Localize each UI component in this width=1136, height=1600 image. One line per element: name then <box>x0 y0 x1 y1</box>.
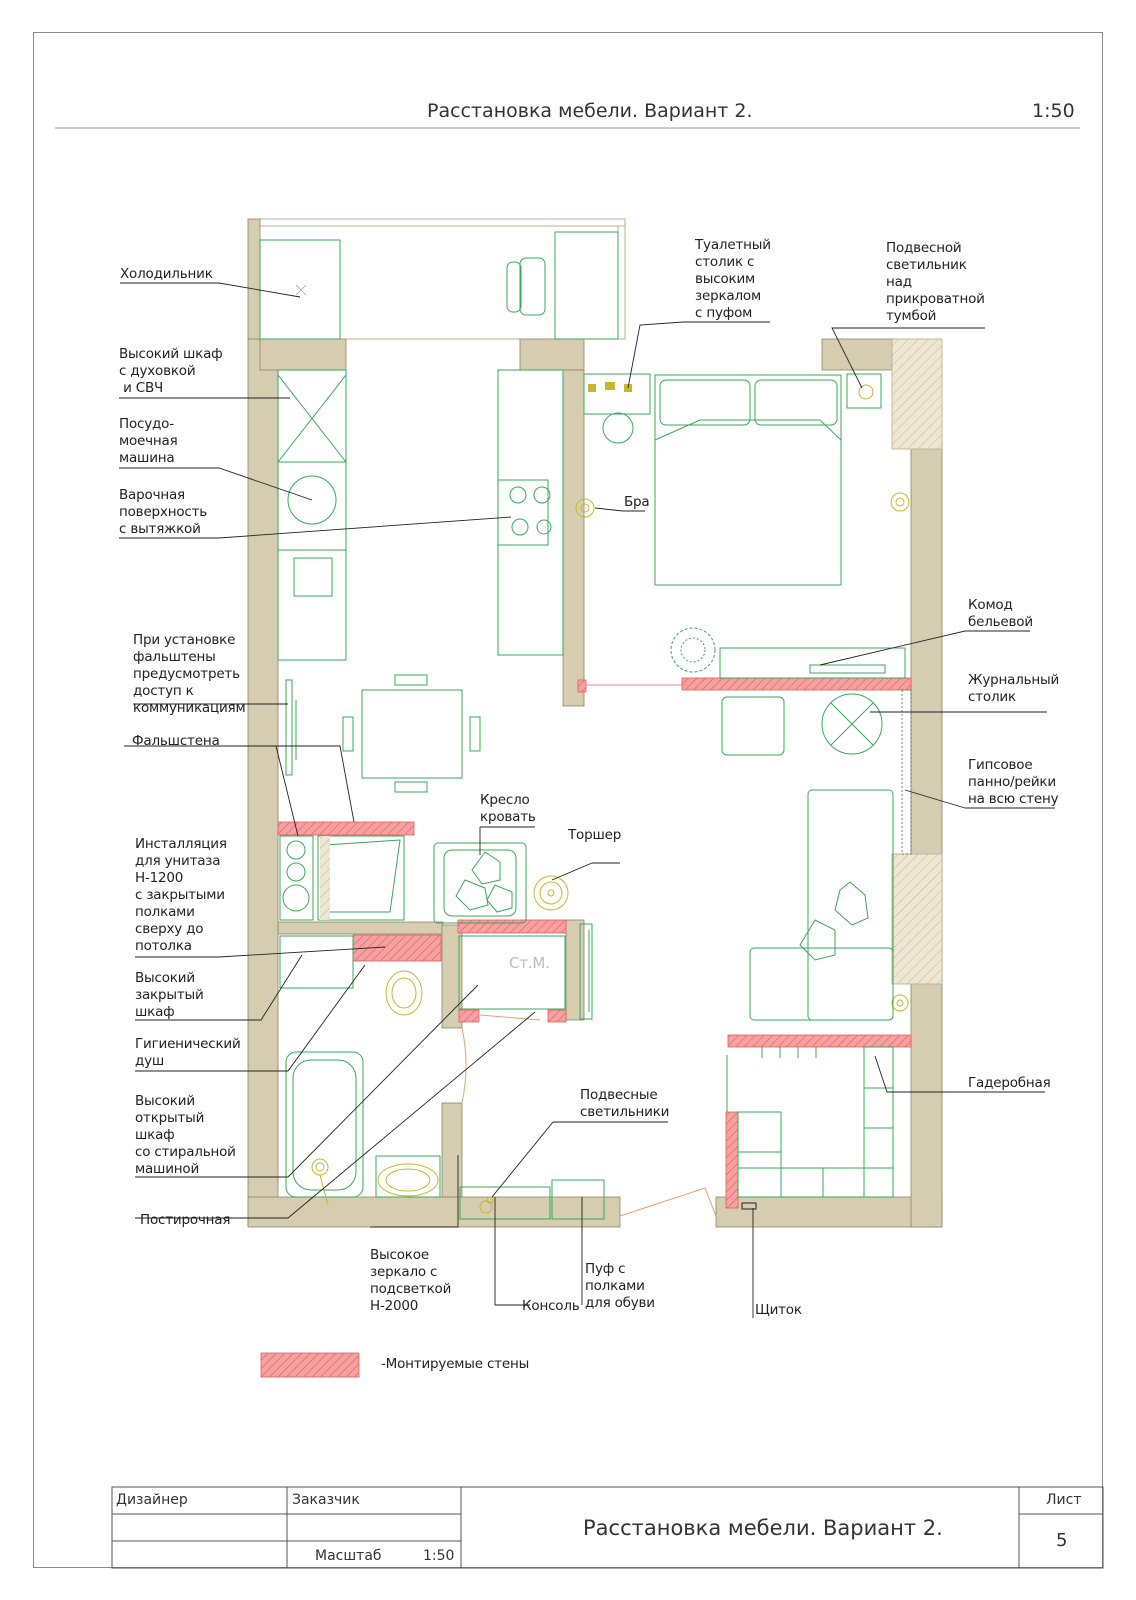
label-false-wall: Фальшстена <box>132 733 220 749</box>
label-bedside-pendant: Подвесной светильник над прикроватной тумбой <box>886 240 985 324</box>
label-console: Консоль <box>522 1298 580 1314</box>
label-washing-machine: Ст.М. <box>509 954 550 972</box>
coffee-table-cross <box>831 703 873 745</box>
light-fixtures <box>480 385 909 1213</box>
label-linen-dresser: Комод бельевой <box>968 597 1033 630</box>
false-wall-element <box>286 680 296 775</box>
label-sconce: Бра <box>624 494 650 510</box>
label-coffee-table: Журнальный столик <box>968 672 1060 705</box>
label-plaster-panel: Гипсовое панно/рейки на всю стену <box>968 757 1059 807</box>
plant-icon <box>671 628 715 672</box>
label-wardrobe: Гадеробная <box>968 1075 1051 1091</box>
tb-customer: Заказчик <box>292 1492 360 1508</box>
tb-designer: Дизайнер <box>116 1492 188 1508</box>
balcony-outline <box>260 219 625 339</box>
label-fridge: Холодильник <box>120 266 213 282</box>
label-pendant-lights: Подвесные светильники <box>580 1087 670 1120</box>
kitchen-cabinets <box>278 370 563 660</box>
label-tall-closed-cabinet: Высокий закрытый шкаф <box>135 970 204 1020</box>
label-floor-lamp: Торшер <box>568 827 622 843</box>
label-panel: Щиток <box>755 1302 802 1318</box>
column-right-mid <box>892 854 942 984</box>
header-scale: 1:50 <box>1032 100 1075 122</box>
wardrobe-hooks <box>727 1047 816 1112</box>
tb-sheet-number: 5 <box>1056 1530 1068 1551</box>
tb-sheet-label: Лист <box>1046 1492 1082 1508</box>
label-armchair-bed: Кресло кровать <box>480 792 536 825</box>
header-title: Расстановка мебели. Вариант 2. <box>427 100 753 122</box>
plaster-panel <box>902 690 911 854</box>
toilet-room <box>280 836 404 920</box>
vanity-fixtures <box>588 382 632 392</box>
balcony-furniture <box>260 232 618 339</box>
tb-title: Расстановка мебели. Вариант 2. <box>583 1516 943 1540</box>
cushion-icons <box>456 852 868 960</box>
label-vanity-table: Туалетный столик с высоким зеркалом с пуфом <box>695 237 771 321</box>
bedroom-furniture <box>584 374 905 755</box>
tb-scale-value: 1:50 <box>423 1548 455 1564</box>
label-tall-cabinet: Высокий шкаф с духовкой и СВЧ <box>119 346 223 396</box>
label-laundry: Постирочная <box>140 1212 231 1228</box>
bath-yellow-fixtures <box>312 971 438 1205</box>
legend-text: -Монтируемые стены <box>381 1356 530 1372</box>
legend-swatch <box>261 1353 359 1377</box>
column-top-right <box>892 339 942 449</box>
mounted-walls <box>278 678 911 1208</box>
tb-scale-label: Масштаб <box>315 1548 382 1564</box>
label-pouf: Пуф с полками для обуви <box>585 1261 655 1311</box>
label-tall-mirror: Высокое зеркало с подсветкой Н-2000 <box>370 1247 452 1314</box>
tall-cabinet-cross <box>278 375 346 462</box>
label-tall-open-cabinet: Высокий открытый шкаф со стиральной машиной <box>135 1093 236 1177</box>
label-hygienic-shower: Гигиенический душ <box>135 1036 241 1069</box>
label-false-wall-note: При установке фальштены предусмотреть доступ к коммуникациям <box>133 632 246 716</box>
label-dishwasher: Посудо- моечная машина <box>119 416 178 466</box>
dining-set <box>343 675 480 792</box>
label-hob: Варочная поверхность с вытяжкой <box>119 487 208 537</box>
walls <box>248 219 942 1227</box>
wardrobe-furniture <box>738 1047 893 1197</box>
label-toilet-install: Инсталляция для унитаза Н-1200 с закрытыми полками сверху до потолка <box>135 836 227 954</box>
